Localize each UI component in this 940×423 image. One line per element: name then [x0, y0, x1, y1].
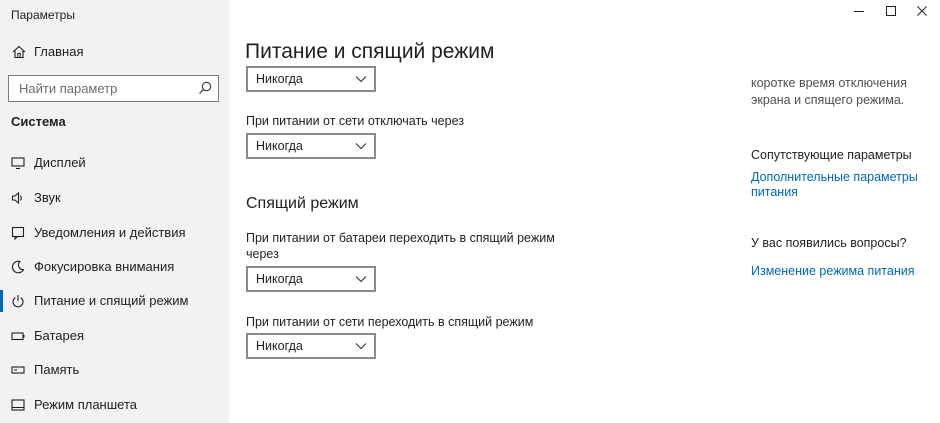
notifications-icon: [11, 226, 25, 240]
sidebar-item-label: Дисплей: [34, 155, 86, 170]
change-power-mode-link[interactable]: Изменение режима питания: [751, 264, 915, 278]
sleep-plugged-label: При питании от сети переходить в спящий режим: [246, 315, 534, 329]
app-title: Параметры: [11, 8, 75, 22]
sidebar-item-label: Батарея: [34, 328, 85, 343]
maximize-button[interactable]: [875, 0, 907, 24]
sidebar-item-notifications[interactable]: [0, 218, 229, 248]
dropdown-value: Никогда: [256, 139, 303, 153]
sleep-plugged-dropdown[interactable]: [246, 333, 376, 359]
sidebar-item-label: Режим планшета: [34, 397, 137, 412]
sidebar-home-label: Главная: [34, 44, 84, 59]
chevron-down-icon: [355, 75, 367, 83]
sidebar-item-label: Память: [34, 362, 80, 377]
sleep-heading: Спящий режим: [246, 195, 359, 212]
minimize-icon: [854, 6, 864, 16]
power-icon: [11, 294, 25, 308]
sidebar-home[interactable]: [0, 38, 229, 66]
sleep-battery-dropdown[interactable]: [246, 266, 376, 292]
moon-icon: [11, 260, 25, 274]
tablet-icon: [11, 398, 25, 412]
sidebar-item-display[interactable]: [0, 148, 229, 178]
minimize-button[interactable]: [843, 0, 875, 24]
chevron-down-icon: [355, 142, 367, 150]
sidebar-item-power-sleep[interactable]: [0, 286, 229, 316]
sidebar-item-label: Фокусировка внимания: [34, 259, 175, 274]
screen-plugged-label: При питании от сети отключать через: [246, 114, 464, 128]
close-icon: [917, 6, 927, 16]
search-box[interactable]: [8, 75, 219, 102]
search-input[interactable]: Найти параметр: [19, 81, 118, 96]
display-icon: [11, 156, 25, 170]
dropdown-value: Никогда: [256, 72, 303, 86]
sidebar-item-battery[interactable]: [0, 321, 229, 351]
storage-icon: [11, 363, 25, 377]
maximize-icon: [886, 6, 896, 16]
screen-battery-dropdown[interactable]: [246, 66, 376, 92]
additional-power-settings-link[interactable]: Дополнительные параметры питания: [751, 170, 918, 199]
sidebar-item-label: Питание и спящий режим: [34, 293, 189, 308]
related-settings-heading: Сопутствующие параметры: [751, 148, 912, 162]
sidebar-item-focus-assist[interactable]: [0, 252, 229, 282]
sleep-battery-label: При питании от батареи переходить в спящий режим через: [246, 231, 555, 261]
battery-icon: [11, 329, 25, 343]
partial-description: коротке время отключения экрана и спящего режима.: [751, 76, 907, 107]
home-icon: [12, 45, 26, 59]
page-title: Питание и спящий режим: [245, 40, 495, 63]
sidebar-item-label: Уведомления и действия: [34, 225, 186, 240]
close-button[interactable]: [906, 0, 938, 24]
speaker-icon: [11, 191, 25, 205]
sidebar-item-tablet-mode[interactable]: [0, 390, 229, 420]
questions-heading: У вас появились вопросы?: [751, 236, 907, 250]
sidebar-item-storage[interactable]: [0, 355, 229, 385]
screen-plugged-dropdown[interactable]: [246, 133, 376, 159]
section-title: Система: [11, 114, 66, 129]
chevron-down-icon: [355, 342, 367, 350]
dropdown-value: Никогда: [256, 272, 303, 286]
sidebar-item-sound[interactable]: [0, 183, 229, 213]
sidebar: [0, 0, 229, 423]
sidebar-item-label: Звук: [34, 190, 61, 205]
dropdown-value: Никогда: [256, 339, 303, 353]
chevron-down-icon: [355, 275, 367, 283]
search-icon[interactable]: [197, 80, 213, 96]
